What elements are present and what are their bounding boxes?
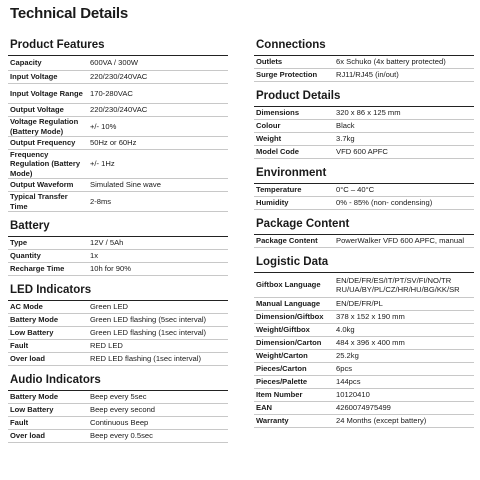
spec-row xyxy=(254,184,474,197)
spec-label: Model Code xyxy=(256,147,300,157)
spec-label: Battery Mode xyxy=(10,315,59,325)
spec-row xyxy=(8,192,228,212)
spec-row xyxy=(8,430,228,443)
spec-label: Battery Mode xyxy=(10,392,59,402)
section-environment xyxy=(254,164,474,210)
spec-value: PowerWalker VFD 600 APFC, manual xyxy=(336,236,465,246)
spec-label: Frequency Regulation (Battery Mode) xyxy=(10,149,81,178)
spec-row xyxy=(8,71,228,84)
section-title: Battery xyxy=(8,217,228,237)
spec-value: 170-280VAC xyxy=(90,88,133,98)
spec-row xyxy=(254,120,474,133)
spec-value: +/- 10% xyxy=(90,121,117,131)
spec-label: Output Frequency xyxy=(10,138,76,148)
section-battery xyxy=(8,217,228,276)
spec-row xyxy=(254,337,474,350)
spec-label: EAN xyxy=(256,403,273,413)
spec-label: Weight/Giftbox xyxy=(256,325,310,335)
spec-label: Type xyxy=(10,238,28,248)
spec-value: Green LED flashing (1sec interval) xyxy=(90,328,207,338)
spec-row xyxy=(8,237,228,250)
section-title: Logistic Data xyxy=(254,253,474,273)
spec-row xyxy=(254,235,474,248)
spec-label: Quantity xyxy=(10,251,41,261)
section-logistic-data xyxy=(254,253,474,428)
spec-value: Black xyxy=(336,121,355,131)
spec-value: 144pcs xyxy=(336,377,361,387)
spec-row xyxy=(8,340,228,353)
spec-value: 24 Months (except battery) xyxy=(336,416,427,426)
spec-label: Input Voltage xyxy=(10,72,58,82)
spec-row xyxy=(254,56,474,69)
spec-value: 4.0kg xyxy=(336,325,355,335)
spec-row xyxy=(8,417,228,430)
spec-label: Output Waveform xyxy=(10,180,74,190)
spec-label: Weight xyxy=(256,134,282,144)
section-title: Audio Indicators xyxy=(8,371,228,391)
spec-label: Typical Transfer Time xyxy=(10,192,68,211)
spec-row xyxy=(254,273,474,298)
spec-value: Continuous Beep xyxy=(90,418,149,428)
spec-value: 220/230/240VAC xyxy=(90,72,148,82)
spec-value: Beep every 5sec xyxy=(90,392,147,402)
spec-label: Manual Language xyxy=(256,299,321,309)
spec-row xyxy=(8,263,228,276)
spec-value: 378 x 152 x 190 mm xyxy=(336,312,405,322)
section-product-details xyxy=(254,87,474,159)
section-title: Product Features xyxy=(8,36,228,56)
section-title: LED Indicators xyxy=(8,281,228,301)
section-connections xyxy=(254,36,474,82)
spec-value: 50Hz or 60Hz xyxy=(90,138,137,148)
spec-label: Low Battery xyxy=(10,405,54,415)
spec-label: Capacity xyxy=(10,58,42,68)
spec-row xyxy=(254,363,474,376)
spec-row xyxy=(254,402,474,415)
spec-row xyxy=(254,69,474,82)
section-title: Connections xyxy=(254,36,474,56)
spec-label: Weight/Carton xyxy=(256,351,308,361)
spec-row xyxy=(8,404,228,417)
spec-value: 0°C – 40°C xyxy=(336,185,375,195)
spec-label: Item Number xyxy=(256,390,303,400)
spec-row xyxy=(8,150,228,179)
spec-label: Humidity xyxy=(256,198,289,208)
section-title: Product Details xyxy=(254,87,474,107)
spec-value: +/- 1Hz xyxy=(90,159,115,169)
spec-row xyxy=(8,56,228,71)
spec-row xyxy=(8,250,228,263)
spec-value: 10h for 90% xyxy=(90,264,131,274)
spec-value: RED LED xyxy=(90,341,123,351)
spec-label: Temperature xyxy=(256,185,302,195)
spec-value: 6x Schuko (4x battery protected) xyxy=(336,57,446,67)
spec-value: 220/230/240VAC xyxy=(90,105,148,115)
spec-label: Giftbox Language xyxy=(256,280,321,290)
spec-value: 6pcs xyxy=(336,364,353,374)
left-column xyxy=(8,36,228,443)
spec-value: VFD 600 APFC xyxy=(336,147,388,157)
spec-value: 10120410 xyxy=(336,390,370,400)
spec-value: Simulated Sine wave xyxy=(90,180,161,190)
section-title: Package Content xyxy=(254,215,474,235)
spec-row xyxy=(254,298,474,311)
spec-label: Pieces/Carton xyxy=(256,364,307,374)
spec-value: Green LED flashing (5sec interval) xyxy=(90,315,207,325)
spec-row xyxy=(254,146,474,159)
section-package-content xyxy=(254,215,474,248)
spec-label: Outlets xyxy=(256,57,283,67)
spec-value: EN/DE/FR/ES/IT/PT/SV/FI/NO/TR RU/UA/BY/PL/CZ/HR/HU/BG/KK/SR xyxy=(336,275,460,294)
spec-label: AC Mode xyxy=(10,302,43,312)
spec-label: Package Content xyxy=(256,236,318,246)
spec-value: 12V / 5Ah xyxy=(90,238,124,248)
spec-label: Dimensions xyxy=(256,108,300,118)
spec-row xyxy=(254,389,474,402)
spec-label: Output Voltage xyxy=(10,105,64,115)
spec-value: Beep every second xyxy=(90,405,156,415)
spec-label: Over load xyxy=(10,354,46,364)
spec-row xyxy=(254,415,474,428)
spec-value: 1x xyxy=(90,251,99,261)
page-title: Technical Details xyxy=(10,5,129,22)
section-audio-indicators xyxy=(8,371,228,443)
spec-value: Beep every 0.5sec xyxy=(90,431,153,441)
spec-value: RJ11/RJ45 (in/out) xyxy=(336,70,399,80)
spec-label: Over load xyxy=(10,431,46,441)
spec-row xyxy=(254,376,474,389)
spec-value: 0% - 85% (non- condensing) xyxy=(336,198,433,208)
spec-row xyxy=(254,311,474,324)
section-led-indicators xyxy=(8,281,228,366)
spec-row xyxy=(254,324,474,337)
spec-value: EN/DE/FR/PL xyxy=(336,299,383,309)
spec-label: Dimension/Carton xyxy=(256,338,322,348)
spec-label: Voltage Regulation (Battery Mode) xyxy=(10,117,79,136)
spec-label: Low Battery xyxy=(10,328,54,338)
spec-label: Input Voltage Range xyxy=(10,88,83,98)
spec-value: RED LED flashing (1sec interval) xyxy=(90,354,201,364)
spec-row xyxy=(8,84,228,104)
spec-value: 320 x 86 x 125 mm xyxy=(336,108,401,118)
spec-value: 2-8ms xyxy=(90,196,112,206)
spec-label: Warranty xyxy=(256,416,289,426)
spec-row xyxy=(8,391,228,404)
spec-row xyxy=(8,353,228,366)
spec-value: 484 x 396 x 400 mm xyxy=(336,338,405,348)
spec-value: 25.2kg xyxy=(336,351,359,361)
spec-row xyxy=(254,133,474,146)
section-title: Environment xyxy=(254,164,474,184)
spec-row xyxy=(254,197,474,210)
right-column xyxy=(254,36,474,428)
spec-label: Fault xyxy=(10,341,29,351)
spec-value: 600VA / 300W xyxy=(90,58,138,68)
spec-row xyxy=(8,117,228,137)
spec-row xyxy=(254,350,474,363)
spec-row xyxy=(8,301,228,314)
spec-value: 4260074975499 xyxy=(336,403,391,413)
spec-row xyxy=(254,107,474,120)
spec-row xyxy=(8,327,228,340)
section-product-features xyxy=(8,36,228,212)
spec-label: Colour xyxy=(256,121,281,131)
spec-value: 3.7kg xyxy=(336,134,355,144)
spec-row xyxy=(8,314,228,327)
spec-label: Surge Protection xyxy=(256,70,318,80)
spec-value: Green LED xyxy=(90,302,128,312)
spec-label: Pieces/Palette xyxy=(256,377,308,387)
spec-label: Dimension/Giftbox xyxy=(256,312,324,322)
spec-label: Recharge Time xyxy=(10,264,65,274)
spec-label: Fault xyxy=(10,418,29,428)
